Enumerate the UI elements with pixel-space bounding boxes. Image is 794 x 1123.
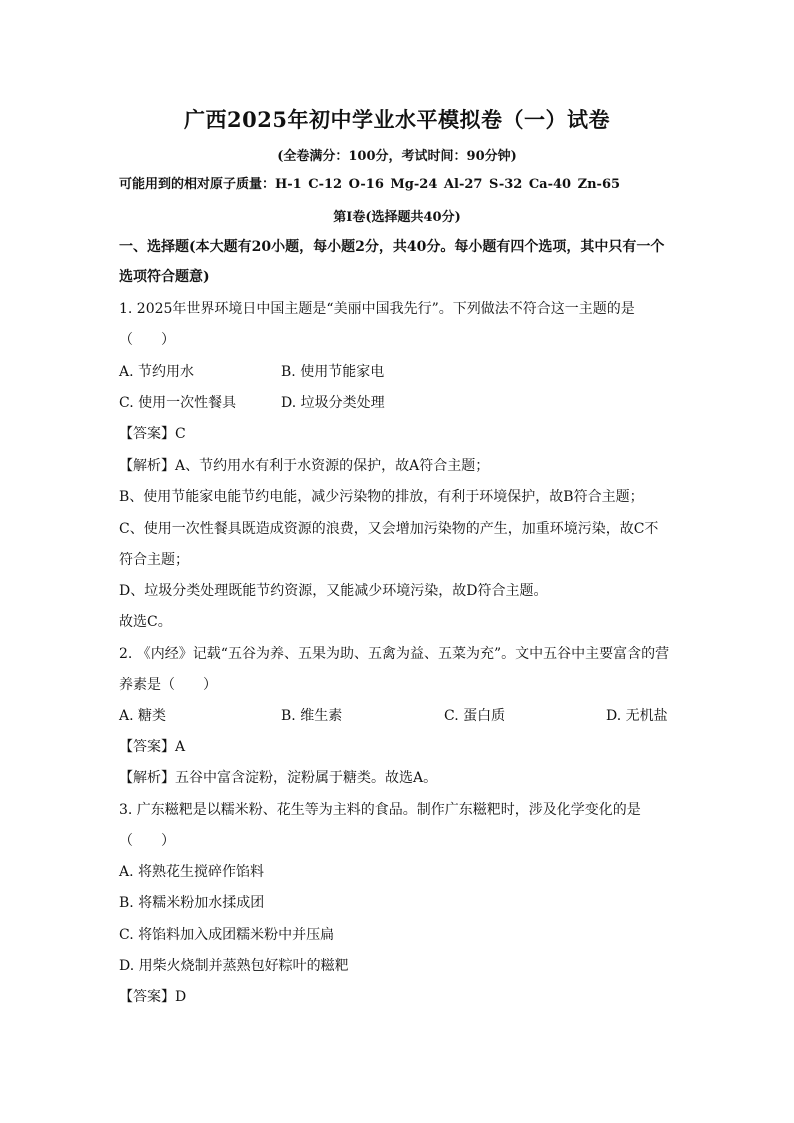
q3-option-b: B. 将糯米粉加水揉成团 [119,895,265,911]
q1-answer: 【答案】C [119,426,186,442]
q1-analysis-3: C、使用一次性餐具既造成资源的浪费，又会增加污染物的产生，加重环境污染，故C不 [119,521,659,537]
q3-stem: 3. 广东糍粑是以糯米粉、花生等为主料的食品。制作广东糍粑时，涉及化学变化的是 [119,802,641,818]
q1-analysis-1: 【解析】A、节约用水有利于水资源的保护，故A符合主题； [119,458,490,474]
q3-option-c: C. 将馅料加入成团糯米粉中并压扁 [119,927,335,943]
q2-option-c: C. 蛋白质 [444,708,506,724]
q1-analysis-4: 符合主题； [119,552,189,568]
q2-answer: 【答案】A [119,739,186,755]
q1-analysis-5: D、垃圾分类处理既能节约资源，又能减少环境污染，故D符合主题。 [119,583,548,599]
q2-stem-1: 2. 《内经》记载“五谷为养、五果为助、五禽为益、五菜为充”。文中五谷中主要富含的营 [119,646,670,662]
q1-analysis-2: B、使用节能家电能节约电能，减少污染物的排放，有利于环境保护，故B符合主题； [119,489,644,505]
q3-option-d: D. 用柴火烧制并蒸熟包好粽叶的糍粑 [119,958,349,974]
part-header: 第Ⅰ卷(选择题共40分) [333,210,461,225]
q1-stem: 1. 2025年世界环境日中国主题是“美丽中国我先行”。下列做法不符合这一主题的是 [119,301,635,317]
q2-option-a: A. 糖类 [119,708,167,724]
q2-analysis: 【解析】五谷中富含淀粉，淀粉属于糖类。故选A。 [119,770,438,786]
q1-option-a: A. 节约用水 [119,364,195,380]
atomic-masses: 可能用到的相对原子质量：H-1 C-12 O-16 Mg-24 Al-27 S-32 Ca-40 Zn-65 [119,177,621,192]
section-header-line2: 选项符合题意) [119,269,210,285]
q3-option-a: A. 将熟花生搅碎作馅料 [119,864,265,880]
q1-paren: （ ） [119,332,175,348]
page-title: 广西2025年初中学业水平模拟卷（一）试卷 [184,107,610,132]
q3-paren: （ ） [119,833,175,849]
section-header-line1: 一、选择题(本大题有20小题，每小题2分，共40分。每小题有四个选项，其中只有一个 [119,239,665,255]
q1-option-d: D. 垃圾分类处理 [281,395,385,411]
q2-option-b: B. 维生素 [281,708,343,724]
q2-stem-2: 养素是（ ） [119,677,217,693]
q1-option-b: B. 使用节能家电 [281,364,385,380]
q1-conclusion: 故选C。 [119,614,172,630]
q2-option-d: D. 无机盐 [606,708,668,724]
exam-subtitle: (全卷满分：100分，考试时间：90分钟) [277,149,517,164]
q1-option-c: C. 使用一次性餐具 [119,395,237,411]
q3-answer: 【答案】D [119,989,187,1005]
